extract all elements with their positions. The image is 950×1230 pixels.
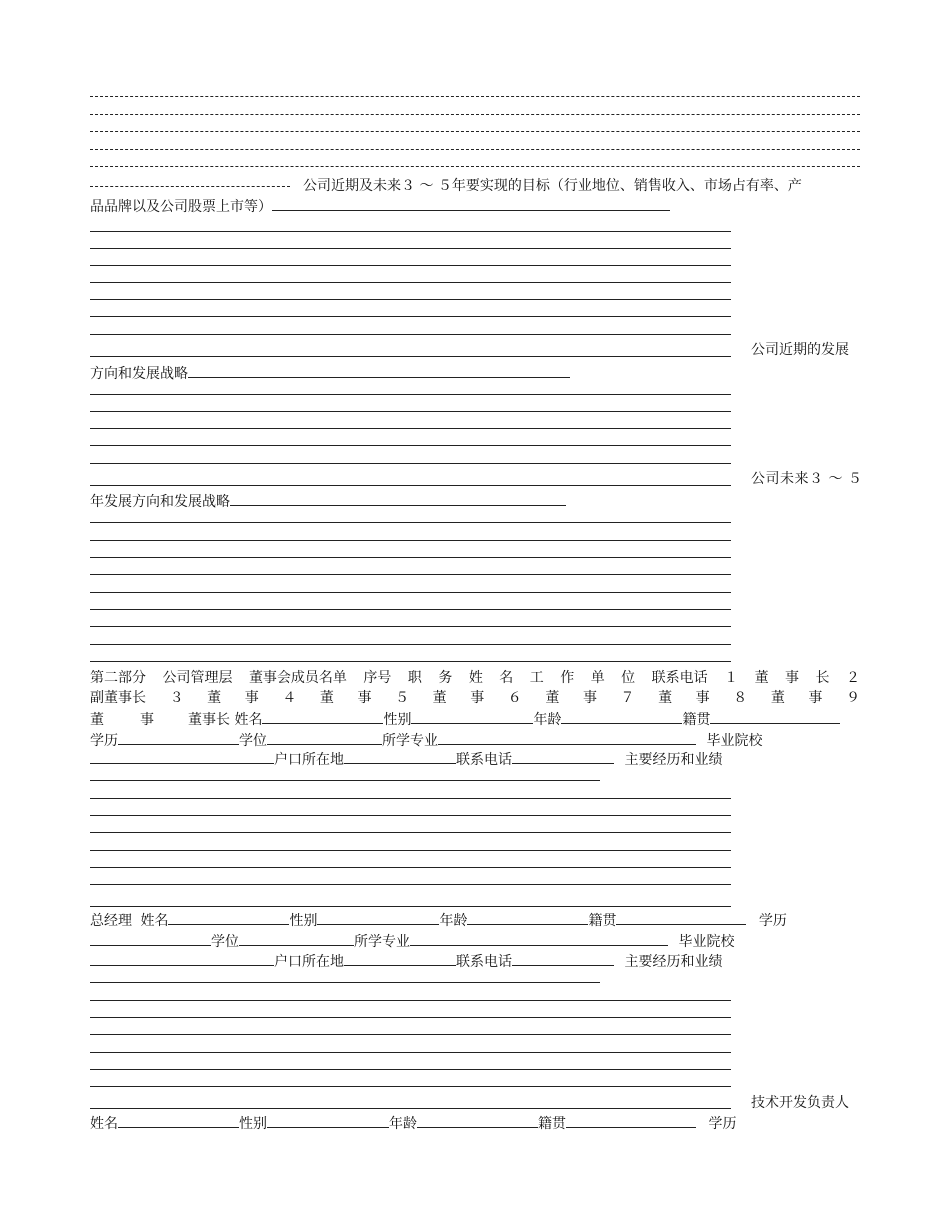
answer-line[interactable] <box>90 592 731 593</box>
answer-line[interactable] <box>90 463 731 464</box>
gm-row-3 <box>90 952 722 970</box>
future-strategy-heading-cont <box>90 492 566 510</box>
education-field[interactable] <box>90 932 211 946</box>
col-position-1: 职 <box>407 670 422 686</box>
name-field[interactable] <box>262 710 383 724</box>
hukou-label: 户口所在地 <box>274 954 344 970</box>
name-label: 姓名 <box>90 1116 118 1132</box>
degree-label: 学位 <box>239 733 267 749</box>
row-index: ４ <box>282 690 297 706</box>
chairman-label: 董事长 <box>188 712 230 728</box>
education-label: 学历 <box>90 733 118 749</box>
answer-line[interactable] <box>90 574 731 575</box>
answer-line[interactable] <box>90 1052 731 1053</box>
education-field[interactable] <box>118 731 239 745</box>
board-list-label: 董事会成员名单 <box>248 670 347 686</box>
gender-field[interactable] <box>317 911 439 925</box>
tech-row-1 <box>90 1114 736 1132</box>
col-name-1: 姓 <box>468 670 483 686</box>
native-label: 籍贯 <box>682 712 711 728</box>
col-phone: 联系电话 <box>651 670 708 686</box>
hukou-field[interactable] <box>344 952 456 966</box>
dashed-line <box>90 149 860 150</box>
answer-line[interactable] <box>90 884 731 885</box>
goals-heading-text: 品品牌以及公司股票上市等） <box>90 199 272 215</box>
answer-line[interactable] <box>90 867 731 868</box>
gender-field[interactable] <box>411 710 533 724</box>
goals-heading-cont <box>90 197 670 215</box>
row-index: ７ <box>620 690 635 706</box>
col-position-2: 务 <box>438 670 453 686</box>
row-index: ５ <box>395 690 410 706</box>
answer-line[interactable] <box>90 1034 731 1035</box>
role-char: 长 <box>815 670 830 686</box>
dashed-line <box>90 166 860 167</box>
col-unit-3: 单 <box>590 670 605 686</box>
answer-line[interactable] <box>90 428 731 429</box>
school-label: 毕业院校 <box>706 733 763 749</box>
goals-heading: 公司近期及未来３ ～ ５年要实现的目标（行业地位、销售收入、市场占有率、产 <box>303 178 802 194</box>
native-label: 籍贯 <box>538 1116 566 1132</box>
future-strategy-text: 年发展方向和发展战略 <box>90 494 230 510</box>
near-strategy-blank[interactable] <box>188 364 570 378</box>
degree-label: 学位 <box>211 934 239 950</box>
answer-line[interactable] <box>90 445 731 446</box>
row-index: ９ <box>845 690 860 706</box>
answer-line[interactable] <box>90 231 731 232</box>
role-char: 董 <box>432 690 447 706</box>
school-field[interactable] <box>90 952 274 966</box>
col-unit-1: 工 <box>529 670 544 686</box>
experience-label: 主要经历和业绩 <box>624 954 723 970</box>
gm-row-1 <box>90 911 787 929</box>
role-char: 董 <box>658 690 673 706</box>
education-label: 学历 <box>758 913 787 929</box>
answer-line[interactable] <box>90 557 731 558</box>
phone-field[interactable] <box>512 952 614 966</box>
near-strategy-heading: 公司近期的发展 <box>751 342 849 358</box>
role-char: 事 <box>244 690 259 706</box>
answer-line[interactable] <box>90 906 731 907</box>
native-field[interactable] <box>710 710 840 724</box>
major-label: 所学专业 <box>354 934 410 950</box>
education-label: 学历 <box>708 1116 737 1132</box>
gender-field[interactable] <box>267 1114 389 1128</box>
answer-line[interactable] <box>90 1000 731 1001</box>
answer-line[interactable] <box>90 522 731 523</box>
answer-line[interactable] <box>90 798 731 799</box>
gender-label: 性别 <box>239 1116 267 1132</box>
gm-label: 总经理 <box>90 913 132 929</box>
answer-line[interactable] <box>90 282 731 283</box>
row-index: ３ <box>169 690 184 706</box>
major-field[interactable] <box>438 731 696 745</box>
role-char: 董 <box>754 670 769 686</box>
dashed-line <box>90 114 860 115</box>
answer-line[interactable] <box>90 644 731 645</box>
answer-line[interactable] <box>90 1069 731 1070</box>
major-label: 所学专业 <box>382 733 438 749</box>
age-label: 年龄 <box>439 913 468 929</box>
hukou-label: 户口所在地 <box>274 752 344 768</box>
col-name-2: 名 <box>499 670 514 686</box>
name-label: 姓名 <box>140 913 169 929</box>
answer-line[interactable] <box>90 540 731 541</box>
role-char: 董 <box>770 690 785 706</box>
row-index: ８ <box>733 690 748 706</box>
native-label: 籍贯 <box>588 913 617 929</box>
role-char: 事 <box>808 690 823 706</box>
answer-line[interactable] <box>90 661 731 662</box>
answer-line[interactable] <box>90 1108 731 1109</box>
native-field[interactable] <box>616 911 746 925</box>
name-field[interactable] <box>168 911 289 925</box>
role-char: 事 <box>695 690 710 706</box>
answer-line[interactable] <box>90 850 731 851</box>
native-field[interactable] <box>566 1114 696 1128</box>
part2-label: 第二部分 <box>90 670 146 686</box>
chairman-row-3 <box>90 750 722 768</box>
school-label: 毕业院校 <box>678 934 735 950</box>
age-label: 年龄 <box>389 1116 417 1132</box>
gender-label: 性别 <box>383 712 412 728</box>
answer-line[interactable] <box>90 982 600 983</box>
answer-line[interactable] <box>90 832 731 833</box>
future-strategy-heading: 公司未来３ ～ ５ <box>751 471 863 487</box>
answer-line[interactable] <box>90 609 731 610</box>
row-index: １ <box>724 670 739 686</box>
answer-line[interactable] <box>90 815 731 816</box>
age-field[interactable] <box>467 911 588 925</box>
phone-label: 联系电话 <box>456 954 512 970</box>
role-char: 董 <box>207 690 222 706</box>
experience-label: 主要经历和业绩 <box>624 752 723 768</box>
school-field[interactable] <box>90 750 274 764</box>
dashed-line <box>90 186 290 187</box>
row-index: ６ <box>507 690 522 706</box>
phone-label: 联系电话 <box>456 752 512 768</box>
row-index: ２ <box>845 670 860 686</box>
answer-line[interactable] <box>90 299 731 300</box>
age-field[interactable] <box>417 1114 538 1128</box>
answer-line[interactable] <box>90 356 731 357</box>
chairman-row-1 <box>90 710 840 728</box>
role-char: 事 <box>357 690 372 706</box>
col-unit-4: 位 <box>621 670 636 686</box>
near-strategy-text: 方向和发展战略 <box>90 366 188 382</box>
answer-line[interactable] <box>90 780 600 781</box>
gm-row-2 <box>90 932 734 950</box>
col-index: 序号 <box>363 670 392 686</box>
future-strategy-blank[interactable] <box>230 492 566 506</box>
hukou-field[interactable] <box>344 750 456 764</box>
board-header-row <box>90 670 860 686</box>
answer-line[interactable] <box>90 265 731 266</box>
role-char: 事 <box>785 670 800 686</box>
answer-line[interactable] <box>90 1017 731 1018</box>
gender-label: 性别 <box>289 913 318 929</box>
tech-heading: 技术开发负责人 <box>751 1095 849 1111</box>
name-field[interactable] <box>118 1114 239 1128</box>
mgmt-label: 公司管理层 <box>162 670 233 686</box>
name-label: 姓名 <box>234 712 263 728</box>
answer-line[interactable] <box>90 411 731 412</box>
answer-line[interactable] <box>90 1086 731 1087</box>
answer-line[interactable] <box>90 316 731 317</box>
role-char: 董 <box>90 712 104 728</box>
answer-line[interactable] <box>90 334 731 335</box>
role-vice-chair: 副董事长 <box>90 690 146 706</box>
degree-field[interactable] <box>267 731 382 745</box>
answer-line[interactable] <box>90 626 731 627</box>
chairman-row-2 <box>90 731 762 749</box>
role-char: 董 <box>319 690 334 706</box>
answer-line[interactable] <box>90 485 731 486</box>
dashed-line <box>90 131 860 132</box>
age-label: 年龄 <box>533 712 562 728</box>
phone-field[interactable] <box>512 750 614 764</box>
answer-line[interactable] <box>90 394 731 395</box>
age-field[interactable] <box>561 710 682 724</box>
answer-line[interactable] <box>90 248 731 249</box>
role-char: 董 <box>545 690 560 706</box>
near-strategy-heading-cont <box>90 364 570 382</box>
role-char: 事 <box>582 690 597 706</box>
role-char: 事 <box>470 690 485 706</box>
role-char: 事 <box>140 712 154 728</box>
dashed-line <box>90 96 860 97</box>
major-field[interactable] <box>410 932 668 946</box>
board-row-2 <box>90 690 860 706</box>
col-unit-2: 作 <box>560 670 575 686</box>
degree-field[interactable] <box>239 932 354 946</box>
goals-blank[interactable] <box>272 197 670 211</box>
